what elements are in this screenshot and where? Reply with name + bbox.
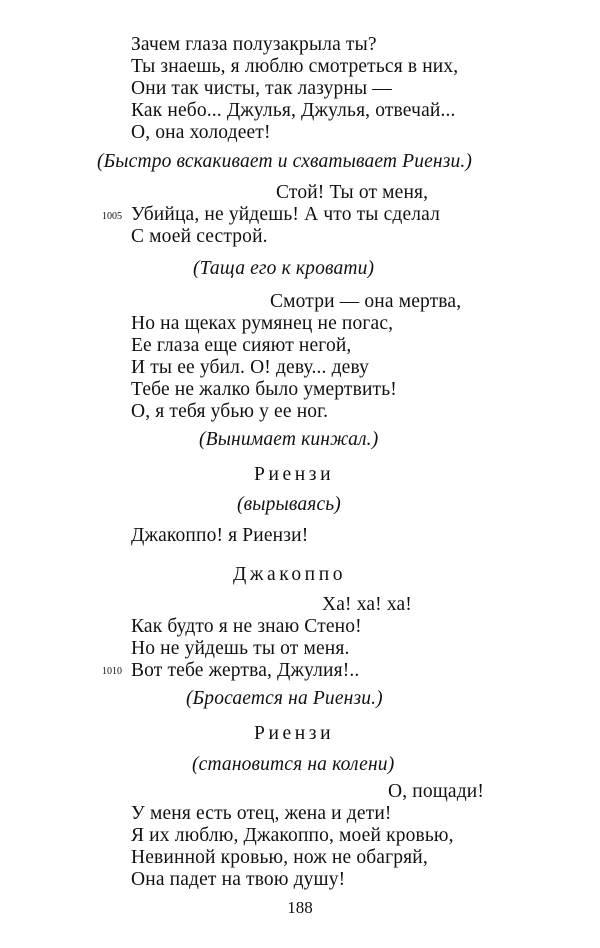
page-number: 188 (287, 898, 313, 917)
verse-line: Ее глаза еще сияют негой, (131, 335, 352, 356)
line-number: 1005 (102, 211, 122, 222)
verse-line: Как небо... Джулья, Джулья, отвечай... (131, 100, 456, 121)
verse-line: Как будто я не знаю Стено! (131, 616, 362, 637)
verse-line: Ха! ха! ха! (322, 594, 412, 615)
verse-line: У меня есть отец, жена и дети! (131, 803, 392, 824)
verse-line: О, пощади! (388, 781, 485, 802)
speaker-name: Риензи (254, 464, 335, 485)
stage-direction: (Быстро вскакивает и схватывает Риензи.) (97, 151, 473, 172)
stage-direction: (становится на колени) (192, 754, 395, 775)
verse-line: Вот тебе жертва, Джулия!.. (131, 660, 360, 681)
line-number: 1010 (102, 666, 122, 677)
stage-direction: (вырываясь) (237, 494, 341, 515)
stage-direction: (Бросается на Риензи.) (186, 688, 383, 709)
speaker-name: Джакоппо (233, 564, 347, 585)
verse-line: Тебе не жалко было умертвить! (131, 379, 397, 400)
verse-line: Зачем глаза полузакрыла ты? (131, 34, 377, 55)
verse-line: Она падет на твою душу! (131, 869, 346, 890)
verse-line: Убийца, не уйдешь! А что ты сделал (131, 204, 440, 225)
stage-direction: (Вынимает кинжал.) (199, 429, 379, 450)
verse-line: Но не уйдешь ты от меня. (131, 638, 350, 659)
speaker-name: Риензи (254, 723, 335, 744)
verse-line: С моей сестрой. (131, 226, 268, 247)
verse-line: Невинной кровью, нож не обагряй, (131, 847, 428, 868)
verse-line: Смотри — она мертва, (270, 291, 462, 312)
verse-line: О, я тебя убью у ее ног. (131, 401, 329, 422)
verse-line: Но на щеках румянец не погас, (131, 313, 394, 334)
verse-line: Ты знаешь, я люблю смотреться в них, (131, 56, 459, 77)
verse-line: Стой! Ты от меня, (276, 182, 429, 203)
verse-line: О, она холодеет! (131, 122, 271, 143)
verse-line: Они так чисты, так лазурны — (131, 78, 392, 99)
verse-line: И ты ее убил. О! деву... деву (131, 357, 370, 378)
stage-direction: (Таща его к кровати) (193, 258, 375, 279)
verse-line: Джакоппо! я Риензи! (131, 525, 309, 546)
verse-line: Я их люблю, Джакоппо, моей кровью, (131, 825, 454, 846)
